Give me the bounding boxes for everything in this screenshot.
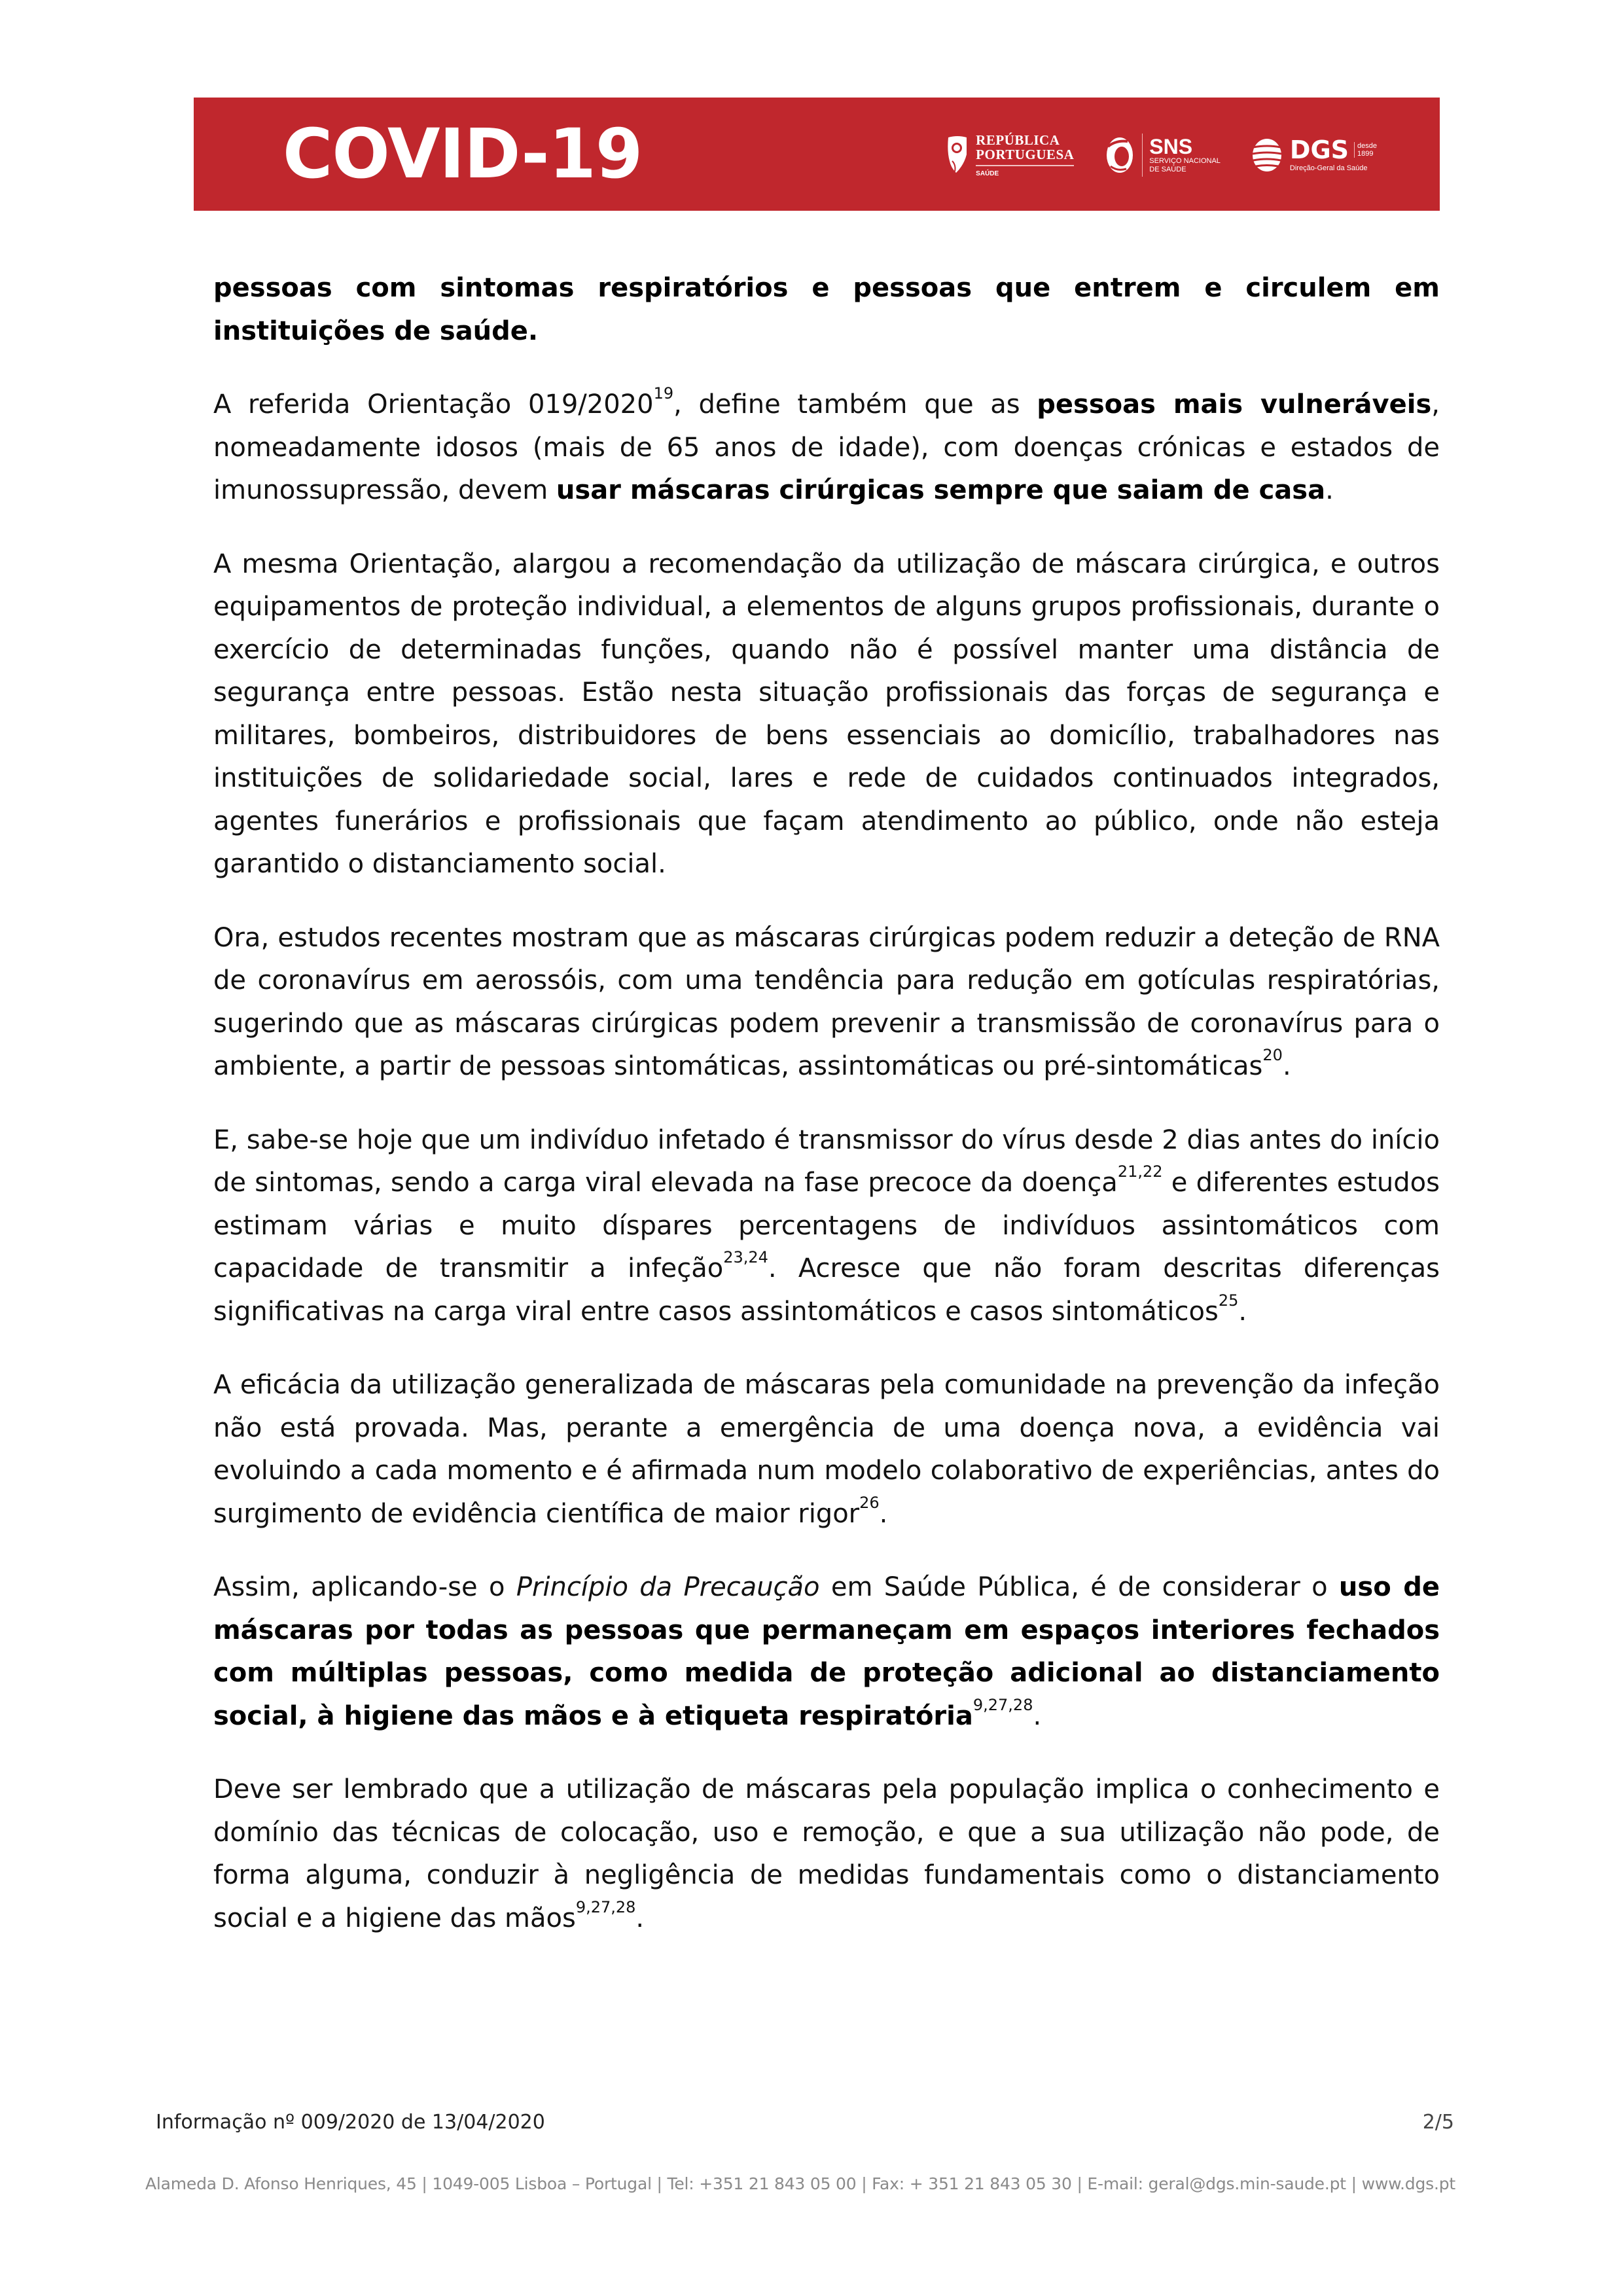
text-run: . (1282, 1051, 1291, 1081)
paragraph (213, 1364, 1440, 1535)
sns-logo (1104, 134, 1221, 177)
paragraph (213, 1566, 1440, 1738)
sns-emblem-icon (1104, 135, 1135, 175)
dgs-since-label: desde (1357, 142, 1377, 150)
text-run: . (1033, 1700, 1042, 1731)
sns-line1: SERVIÇO NACIONAL (1149, 157, 1221, 165)
dgs-logo (1251, 137, 1377, 173)
republica-sub: SAÚDE (976, 170, 999, 177)
footer-page-number: 2/5 (1422, 2111, 1454, 2134)
text-run: Deve ser lembrado que a utilização de máscaras pela população implica o conhecimento e domínio das técnicas de colocação, uso e remoção, e que a sua utilização não pode, de forma alguma, conduzir à negligência de medidas fundamentais como o distanciamento social e a higiene das mãos (213, 1774, 1440, 1933)
text-run: A eficácia da utilização generalizada de máscaras pela comunidade na prevenção da infeção não está provada. Mas, perante a emergência de uma doença nova, a evidência vai evoluindo a cada momento e é afirmada num modelo colaborativo de experiências, antes do surgimento de evidência científica de maior rigor (213, 1370, 1440, 1529)
republica-line1: REPÚBLICA (976, 132, 1060, 148)
footnote-reference: 25 (1218, 1291, 1239, 1310)
text-run: . Acresce que não foram descritas diferenças significativas na carga viral entre casos assintomáticos e casos sintomáticos (213, 1253, 1440, 1327)
bold-text: usar máscaras cirúrgicas sempre que saiam de casa (556, 475, 1326, 505)
dgs-name: DGS (1289, 135, 1349, 164)
text-run: e diferentes estudos estimam várias e muito díspares percentagens de indivíduos assintomáticos com capacidade de transmitir a infeção (213, 1168, 1440, 1283)
text-run: E, sabe-se hoje que um indivíduo infetado é transmissor do vírus desde 2 dias antes do início de sintomas, sendo a carga viral elevada na fase precoce da doença (213, 1124, 1440, 1198)
bold-text: uso de máscaras por todas as pessoas que permaneçam em espaços interiores fechados com múltiplas pessoas, como medida de proteção adicional ao distanciamento social, à higiene das mãos e à etiqueta respiratória (213, 1572, 1440, 1731)
header-logos (944, 129, 1377, 181)
republica-portuguesa-logo (944, 133, 1074, 177)
sns-divider (1142, 134, 1143, 177)
bold-text: pessoas mais vulneráveis (1037, 389, 1432, 420)
text-run: , nomeadamente idosos (mais de 65 anos de idade), com doenças crónicas e estados de imunossupressão, devem (213, 389, 1440, 505)
republica-emblem-icon (944, 135, 969, 175)
footnote-reference: 23,24 (723, 1248, 768, 1267)
footer-document-reference: Informação nº 009/2020 de 13/04/2020 (156, 2111, 545, 2134)
paragraph (213, 543, 1440, 886)
dgs-since-year: 1899 (1357, 150, 1374, 158)
republica-line2: PORTUGUESA (976, 147, 1075, 162)
dgs-globe-icon (1251, 137, 1283, 173)
header-title: COVID-19 (283, 114, 643, 194)
header-banner (194, 98, 1440, 211)
text-run: . (635, 1903, 645, 1933)
italic-text: Princípio da Precaução (516, 1572, 820, 1602)
footnote-reference: 9,27,28 (972, 1695, 1033, 1714)
footnote-reference: 26 (859, 1493, 880, 1512)
footnote-reference: 9,27,28 (575, 1897, 636, 1916)
bold-text: pessoas com sintomas respiratórios e pessoas que entrem e circulem em instituições de saúde. (213, 273, 1440, 346)
text-run: . (1325, 475, 1334, 505)
text-run: . (1238, 1296, 1247, 1327)
footnote-reference: 19 (653, 384, 674, 403)
paragraph (213, 1768, 1440, 1940)
text-run: A mesma Orientação, alargou a recomendação da utilização de máscara cirúrgica, e outros equipamentos de proteção individual, a elementos de alguns grupos profissionais, durante o exercício de determinadas funções, quando não é possível manter uma distância de segurança entre pessoas. Estão nesta situação profissionais das forças de segurança e militares, bombeiros, distribuidores de bens essenciais ao domicílio, trabalhadores nas instituições de solidariedade social, lares e rede de cuidados continuados integrados, agentes funerários e profissionais que façam atendimento ao público, onde não esteja garantido o distanciamento social. (213, 548, 1440, 879)
text-run: Assim, aplicando-se o (213, 1572, 516, 1602)
paragraph (213, 917, 1440, 1088)
document-body (213, 267, 1440, 1971)
footnote-reference: 20 (1262, 1046, 1283, 1065)
footnote-reference: 21,22 (1117, 1162, 1163, 1181)
text-run: A referida Orientação 019/2020 (213, 389, 654, 420)
paragraph (213, 384, 1440, 512)
paragraph (213, 267, 1440, 353)
sns-name: SNS (1149, 135, 1193, 158)
text-run: em Saúde Pública, é de considerar o (819, 1572, 1339, 1602)
text-run: , define também que as (673, 389, 1037, 420)
footer-address: Alameda D. Afonso Henriques, 45 | 1049-005 Lisboa – Portugal | Tel: +351 21 843 05 00 | Fax: + 351 21 843 05 30 | E-mail: geral@dgs.min-saude.pt | www.dgs.pt (145, 2174, 1455, 2193)
text-run: Ora, estudos recentes mostram que as máscaras cirúrgicas podem reduzir a deteção de RNA de coronavírus em aerossóis, com uma tendência para redução em gotículas respiratórias, sugerindo que as máscaras cirúrgicas podem prevenir a transmissão de coronavírus para o ambiente, a partir de pessoas sintomáticas, assintomáticas ou pré-sintomáticas (213, 922, 1440, 1081)
paragraph (213, 1119, 1440, 1334)
sns-line2: DE SAÚDE (1149, 166, 1186, 173)
dgs-sub: Direção-Geral da Saúde (1289, 164, 1368, 172)
text-run: . (879, 1498, 888, 1529)
republica-divider (976, 165, 1074, 166)
